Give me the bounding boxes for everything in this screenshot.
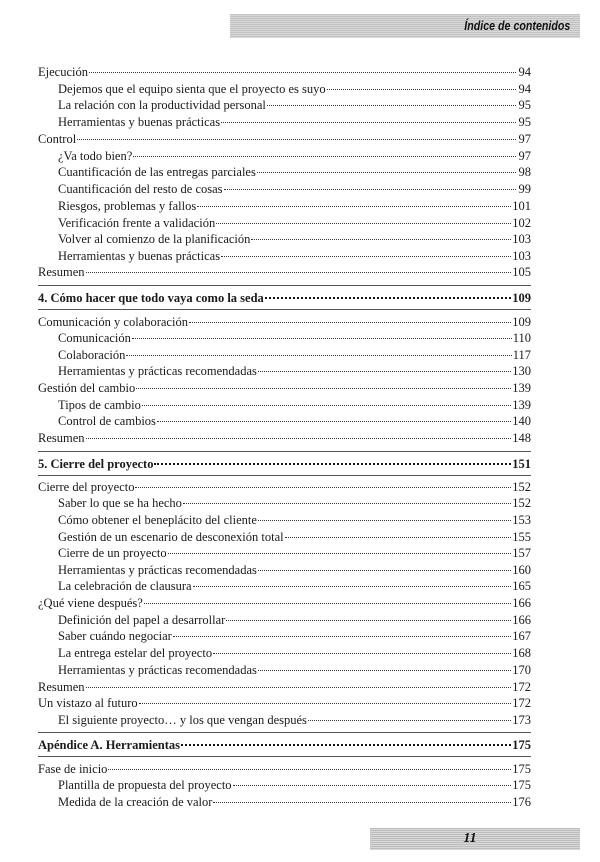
toc-entry-page: 176 (512, 795, 531, 809)
toc-entry-page: 166 (512, 596, 531, 610)
toc-entry-label: Resumen (38, 431, 85, 445)
toc-entry (38, 695, 531, 711)
dot-leader (154, 462, 511, 465)
dot-leader (265, 296, 511, 299)
toc-entry-label: Saber lo que se ha hecho (58, 496, 182, 510)
toc-entry-label: Riesgos, problemas y fallos (58, 199, 197, 213)
toc-entry-page: 97 (518, 149, 531, 163)
dot-leader (216, 222, 511, 224)
toc-entry-label: Herramientas y prácticas recomendadas (58, 364, 257, 378)
dot-leader (133, 155, 516, 157)
dot-leader (285, 536, 512, 538)
toc-entry (38, 595, 531, 611)
dot-leader (224, 188, 516, 190)
toc-entry-label: Cierre de un proyecto (58, 546, 167, 560)
dot-leader (86, 271, 512, 273)
toc-entry-label: La celebración de clausura (58, 579, 192, 593)
toc-entry-page: 95 (518, 115, 531, 129)
toc-chapter-heading (38, 737, 531, 753)
dot-leader (257, 171, 516, 173)
toc-entry-page: 165 (512, 579, 531, 593)
toc-entry-label: Herramientas y buenas prácticas (58, 249, 221, 263)
toc-entry-page: 139 (512, 398, 531, 412)
toc-entry-page: 157 (512, 546, 531, 560)
section-rule (38, 475, 531, 476)
toc-entry-label: Herramientas y buenas prácticas (58, 115, 221, 129)
toc-entry-page: 103 (512, 249, 531, 263)
dot-leader (213, 652, 511, 654)
dot-leader (126, 354, 511, 356)
dot-leader (108, 768, 511, 770)
dot-leader (86, 686, 512, 688)
toc-entry-page: 99 (518, 182, 531, 196)
toc-entry-label: Saber cuándo negociar (58, 629, 172, 643)
dot-leader (136, 387, 511, 389)
toc-subentry (38, 397, 531, 413)
toc-entry-label: La entrega estelar del proyecto (58, 646, 213, 660)
dot-leader (189, 321, 511, 323)
toc-entry-label: Medida de la creación de valor (58, 795, 213, 809)
toc-entry-label: Herramientas y prácticas recomendadas (58, 563, 257, 577)
toc-subentry (38, 97, 531, 113)
toc-entry (38, 131, 531, 147)
dot-leader (221, 255, 511, 257)
toc-entry-label: Cierre del proyecto (38, 480, 135, 494)
toc-entry-page: 101 (512, 199, 531, 213)
toc-entry (38, 64, 531, 80)
toc-entry-page: 172 (512, 680, 531, 694)
toc-entry-label: Ejecución (38, 65, 88, 79)
toc-subentry (38, 198, 531, 214)
dot-leader (157, 420, 511, 422)
toc-entry (38, 479, 531, 495)
toc-entry-page: 148 (512, 431, 531, 445)
toc-entry-label: Control de cambios (58, 414, 156, 428)
dot-leader (86, 437, 512, 439)
dot-leader (226, 619, 511, 621)
section-rule (38, 451, 531, 452)
toc-entry-page: 109 (512, 291, 531, 305)
toc-entry-label: Dejemos que el equipo sienta que el proyecto es suyo (58, 82, 326, 96)
toc-entry-page: 139 (512, 381, 531, 395)
toc-subentry (38, 81, 531, 97)
toc-entry (38, 264, 531, 280)
toc-subentry (38, 612, 531, 628)
dot-leader (258, 669, 511, 671)
toc-subentry (38, 347, 531, 363)
toc-entry-label: Definición del papel a desarrollar (58, 613, 226, 627)
toc-entry-label: Gestión de un escenario de desconexión total (58, 530, 284, 544)
toc-subentry (38, 495, 531, 511)
dot-leader (233, 784, 512, 786)
toc-entry-label: ¿Va todo bien? (58, 149, 133, 163)
toc-entry-label: 4. Cómo hacer que todo vaya como la seda (38, 291, 264, 305)
toc-entry-page: 130 (512, 364, 531, 378)
toc-entry-page: 175 (512, 738, 531, 752)
dot-leader (221, 121, 516, 123)
toc-entry-page: 140 (512, 414, 531, 428)
toc-subentry (38, 248, 531, 264)
toc-subentry (38, 363, 531, 379)
toc-entry-label: Cómo obtener el beneplácito del cliente (58, 513, 257, 527)
dot-leader (89, 71, 516, 73)
dot-leader (168, 552, 512, 554)
toc-entry-label: La relación con la productividad personal (58, 98, 266, 112)
toc-subentry (38, 712, 531, 728)
toc-subentry (38, 148, 531, 164)
toc-entry-page: 94 (518, 82, 531, 96)
toc-entry-label: Herramientas y prácticas recomendadas (58, 663, 257, 677)
section-rule (38, 756, 531, 757)
toc-entry-label: Resumen (38, 680, 85, 694)
toc-entry (38, 430, 531, 446)
toc-entry-page: 117 (512, 348, 531, 362)
toc-entry-page: 95 (518, 98, 531, 112)
section-rule (38, 309, 531, 310)
toc-entry-label: Un vistazo al futuro (38, 696, 138, 710)
toc-entry (38, 679, 531, 695)
toc-entry (38, 314, 531, 330)
toc-entry-label: Tipos de cambio (58, 398, 141, 412)
toc-entry (38, 761, 531, 777)
toc-entry-label: Cuantificación del resto de cosas (58, 182, 223, 196)
toc-subentry (38, 777, 531, 793)
toc-subentry (38, 545, 531, 561)
toc-entry-page: 168 (512, 646, 531, 660)
dot-leader (183, 502, 511, 504)
toc-entry-page: 151 (512, 457, 531, 471)
page-number: 11 (463, 831, 477, 846)
toc-entry-page: 175 (512, 762, 531, 776)
toc-entry-page: 94 (518, 65, 531, 79)
toc-entry-label: Apéndice A. Herramientas (38, 738, 180, 752)
dot-leader (142, 404, 511, 406)
dot-leader (132, 337, 512, 339)
toc-subentry (38, 529, 531, 545)
section-rule (38, 732, 531, 733)
dot-leader (251, 238, 511, 240)
dot-leader (144, 602, 511, 604)
toc-entry-label: Verificación frente a validación (58, 216, 216, 230)
toc-entry-label: Volver al comienzo de la planificación (58, 232, 251, 246)
toc-subentry (38, 164, 531, 180)
toc-chapter-heading (38, 456, 531, 472)
toc-entry-page: 152 (512, 496, 531, 510)
dot-leader (197, 205, 511, 207)
toc-entry-label: Comunicación y colaboración (38, 315, 188, 329)
toc-entry-page: 172 (512, 696, 531, 710)
toc-entry-label: 5. Cierre del proyecto (38, 457, 154, 471)
toc-subentry (38, 628, 531, 644)
toc-entry-page: 160 (512, 563, 531, 577)
toc-entry-page: 105 (512, 265, 531, 279)
toc-entry-label: Comunicación (58, 331, 131, 345)
dot-leader (135, 486, 511, 488)
toc-entry-label: Gestión del cambio (38, 381, 136, 395)
dot-leader (258, 519, 511, 521)
section-rule (38, 285, 531, 286)
dot-leader (181, 743, 511, 746)
toc-subentry (38, 578, 531, 594)
toc-entry-page: 153 (512, 513, 531, 527)
toc-subentry (38, 330, 531, 346)
toc-entry-page: 110 (512, 331, 531, 345)
toc-entry-label: Fase de inicio (38, 762, 108, 776)
toc-subentry (38, 794, 531, 810)
dot-leader (193, 585, 512, 587)
toc-subentry (38, 114, 531, 130)
toc-entry-label: Control (38, 132, 77, 146)
dot-leader (258, 370, 511, 372)
toc-entry-page: 170 (512, 663, 531, 677)
toc-entry (38, 380, 531, 396)
toc-entry-label: Colaboración (58, 348, 126, 362)
toc-subentry (38, 413, 531, 429)
dot-leader (213, 801, 511, 803)
toc-entry-page: 175 (512, 778, 531, 792)
toc-entry-page: 102 (512, 216, 531, 230)
toc-entry-page: 98 (518, 165, 531, 179)
toc-entry-page: 152 (512, 480, 531, 494)
toc-entry-label: Plantilla de propuesta del proyecto (58, 778, 232, 792)
dot-leader (267, 104, 516, 106)
toc-entry-page: 109 (512, 315, 531, 329)
toc-entry-page: 166 (512, 613, 531, 627)
dot-leader (258, 569, 511, 571)
toc-entry-label: Resumen (38, 265, 85, 279)
toc-subentry (38, 562, 531, 578)
toc-subentry (38, 181, 531, 197)
dot-leader (139, 702, 512, 704)
toc-entry-page: 155 (512, 530, 531, 544)
toc-subentry (38, 231, 531, 247)
toc-subentry (38, 645, 531, 661)
toc-chapter-heading (38, 290, 531, 306)
toc-entry-label: Cuantificación de las entregas parciales (58, 165, 256, 179)
toc-subentry (38, 662, 531, 678)
running-header-title: Índice de contenidos (463, 18, 570, 33)
toc-entry-page: 167 (512, 629, 531, 643)
toc-entry-label: ¿Qué viene después? (38, 596, 143, 610)
toc-entry-label: El siguiente proyecto… y los que vengan después (58, 713, 307, 727)
toc-entry-page: 173 (512, 713, 531, 727)
dot-leader (77, 138, 516, 140)
toc-subentry (38, 215, 531, 231)
dot-leader (327, 88, 516, 90)
toc-entry-page: 103 (512, 232, 531, 246)
dot-leader (308, 719, 511, 721)
toc-subentry (38, 512, 531, 528)
toc-entry-page: 97 (518, 132, 531, 146)
dot-leader (173, 635, 511, 637)
